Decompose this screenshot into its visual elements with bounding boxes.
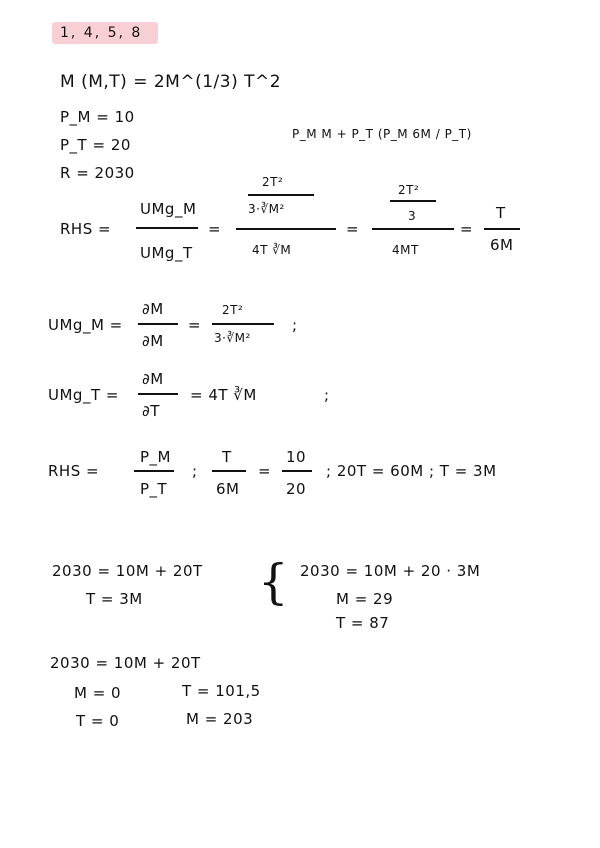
- optimal-t: T = 87: [336, 614, 390, 632]
- umgt-label: UMg_T =: [48, 386, 119, 404]
- separator: ;: [324, 386, 330, 404]
- equals-sign: =: [460, 220, 474, 238]
- partial-denominator: ∂T: [142, 402, 160, 420]
- umgm-label: UMg_M =: [48, 316, 123, 334]
- separator: ;: [292, 316, 298, 334]
- umgm-numerator: UMg_M: [140, 200, 197, 218]
- fraction-bar: [282, 470, 312, 472]
- pt-denominator: P_T: [140, 480, 168, 498]
- price-ratio-den: 20: [286, 480, 307, 498]
- umgt-result: = 4T ∛M: [190, 386, 257, 404]
- simplified-num-den: 3: [408, 209, 417, 223]
- substituted-equation: 2030 = 10M + 20 · 3M: [300, 562, 481, 580]
- rhs-label: RHS =: [48, 462, 100, 480]
- intercept-m-zero: M = 0: [74, 684, 122, 702]
- budget-equation: 2030 = 10M + 20T: [52, 562, 203, 580]
- final-numerator: T: [496, 204, 506, 222]
- final-denominator: 6M: [490, 236, 514, 254]
- compound-num-den: 3·∛M²: [248, 202, 285, 216]
- header-label: 1, 4, 5, 8: [60, 25, 143, 41]
- fraction-bar: [138, 393, 178, 395]
- budget-line: 2030 = 10M + 20T: [50, 654, 201, 672]
- inner-fraction-bar: [390, 200, 436, 202]
- budget-substitution: P_M M + P_T (P_M 6M / P_T): [292, 127, 472, 141]
- simplified-den: 4MT: [392, 243, 419, 257]
- fraction-bar: [212, 323, 274, 325]
- income: R = 2030: [60, 164, 135, 182]
- ratio-numerator: T: [222, 448, 232, 466]
- partial-numerator: ∂M: [142, 300, 164, 318]
- fraction-bar: [484, 228, 520, 230]
- optimal-m: M = 29: [336, 590, 394, 608]
- price-ratio-num: 10: [286, 448, 307, 466]
- compound-den: 4T ∛M: [252, 243, 292, 257]
- umgt-denominator: UMg_T: [140, 244, 193, 262]
- intercept-t-value: T = 101,5: [182, 682, 261, 700]
- tangency-condition: T = 3M: [86, 590, 143, 608]
- rhs-label: RHS =: [60, 220, 112, 238]
- compound-num-num: 2T²: [262, 175, 284, 189]
- intercept-m-value: M = 203: [186, 710, 254, 728]
- tangency-solution: ; 20T = 60M ; T = 3M: [326, 462, 497, 480]
- partial-denominator: ∂M: [142, 332, 164, 350]
- utility-function: M (M,T) = 2M^(1/3) T^2: [60, 72, 282, 92]
- equals-sign: =: [346, 220, 360, 238]
- fraction-bar: [136, 227, 198, 229]
- umgm-result-num: 2T²: [222, 303, 244, 317]
- intercept-t-zero: T = 0: [76, 712, 120, 730]
- partial-numerator: ∂M: [142, 370, 164, 388]
- equals-sign: =: [208, 220, 222, 238]
- ratio-denominator: 6M: [216, 480, 240, 498]
- main-fraction-bar: [236, 228, 336, 230]
- separator: ;: [192, 462, 198, 480]
- inner-fraction-bar: [248, 194, 314, 196]
- price-t: P_T = 20: [60, 136, 131, 154]
- system-brace: {: [258, 554, 289, 610]
- fraction-bar: [212, 470, 246, 472]
- price-m: P_M = 10: [60, 108, 135, 126]
- pm-numerator: P_M: [140, 448, 171, 466]
- simplified-num-num: 2T²: [398, 183, 420, 197]
- fraction-bar: [138, 323, 178, 325]
- umgm-result-den: 3·∛M²: [214, 331, 251, 345]
- main-fraction-bar: [372, 228, 454, 230]
- equals-sign: =: [258, 462, 272, 480]
- equals-sign: =: [188, 316, 202, 334]
- fraction-bar: [134, 470, 174, 472]
